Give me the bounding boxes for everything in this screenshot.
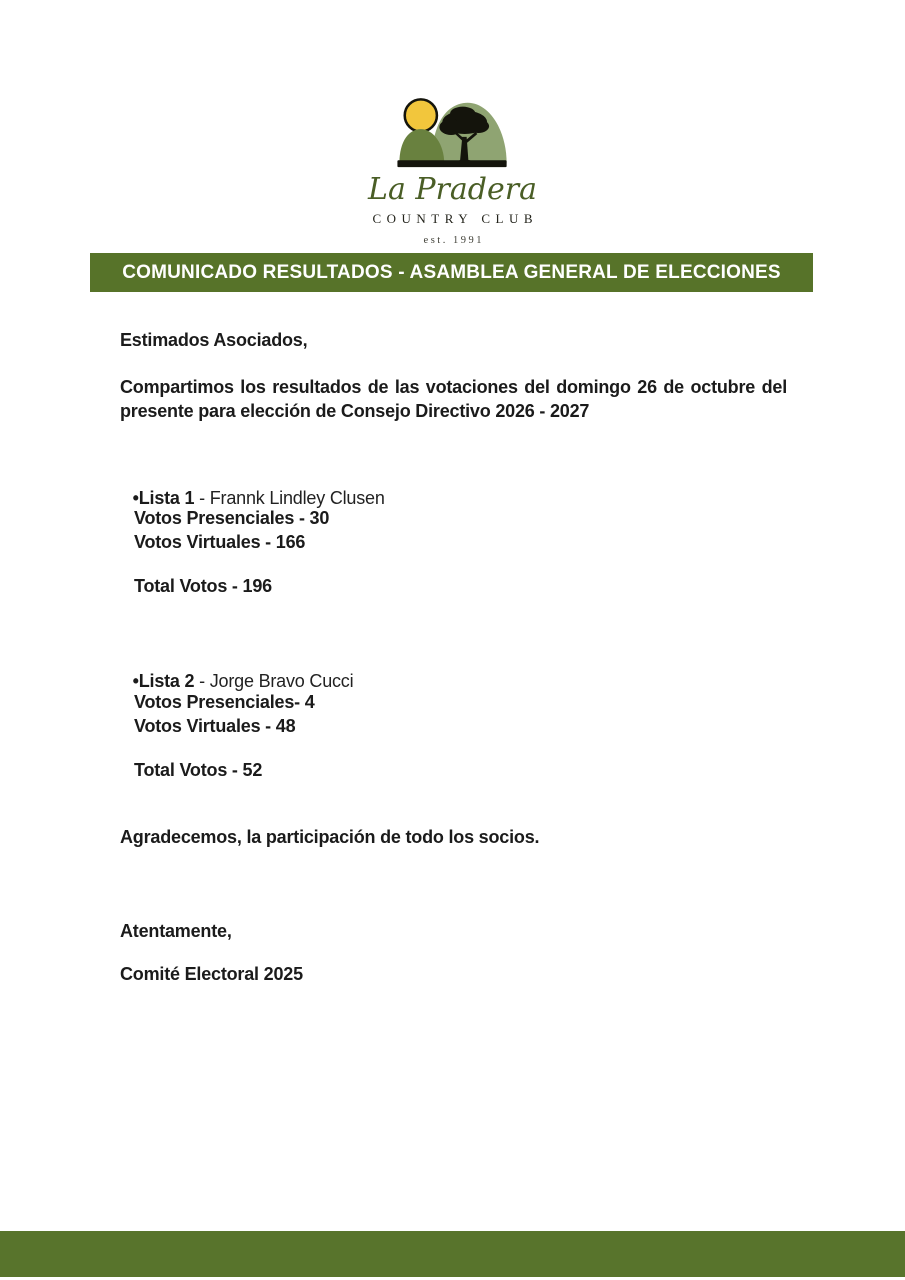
list-1-dash: - [194,488,210,508]
ground-shape [397,160,506,167]
intro-line-1: Compartimos los resultados de las votaciones del domingo 26 de octubre del [120,377,787,397]
closing-line: Atentamente, [120,921,232,941]
intro-paragraph [120,376,787,423]
list-2-vote-line: Votos Virtuales - 48 [134,715,296,736]
club-subtitle: COUNTRY CLUB [372,210,539,226]
list-1-total: Total Votos - 196 [134,576,272,596]
intro-line-2: presente para elección de Consejo Directivo 2026 - 2027 [120,401,590,421]
sun-icon [404,99,436,131]
club-logo [0,94,905,246]
announcement-banner [90,253,813,292]
footer-green-bar [0,1231,905,1277]
list-2-votes [134,691,315,738]
list-2-label: Lista 2 [138,671,195,691]
list-1-heading [123,464,385,510]
list-2-total: Total Votos - 52 [134,760,263,780]
club-name-script: La Pradera [368,172,537,207]
list-2-vote-line: Votos Presenciales- 4 [134,692,315,712]
list-1-vote-line: Votos Virtuales - 166 [134,531,306,552]
club-emblem-icon [394,94,512,172]
list-2-candidate: Jorge Bravo Cucci [209,671,354,691]
list-1-bullet: • [132,488,139,508]
list-1-label: Lista 1 [138,488,195,508]
signature-line: Comité Electoral 2025 [120,964,303,984]
list-2-bullet: • [132,671,139,691]
club-established: est. 1991 [423,234,484,246]
thanks-line: Agradecemos, la participación de todo los socios. [120,827,540,847]
list-2-dash: - [194,671,210,691]
list-1-vote-line: Votos Presenciales - 30 [134,508,330,528]
banner-title: COMUNICADO RESULTADOS - ASAMBLEA GENERAL DE ELECCIONES [122,261,781,283]
salutation: Estimados Asociados, [120,330,308,350]
list-1-votes [134,507,329,554]
list-1-candidate: Frannk Lindley Clusen [209,488,385,508]
list-2-heading [123,647,353,693]
